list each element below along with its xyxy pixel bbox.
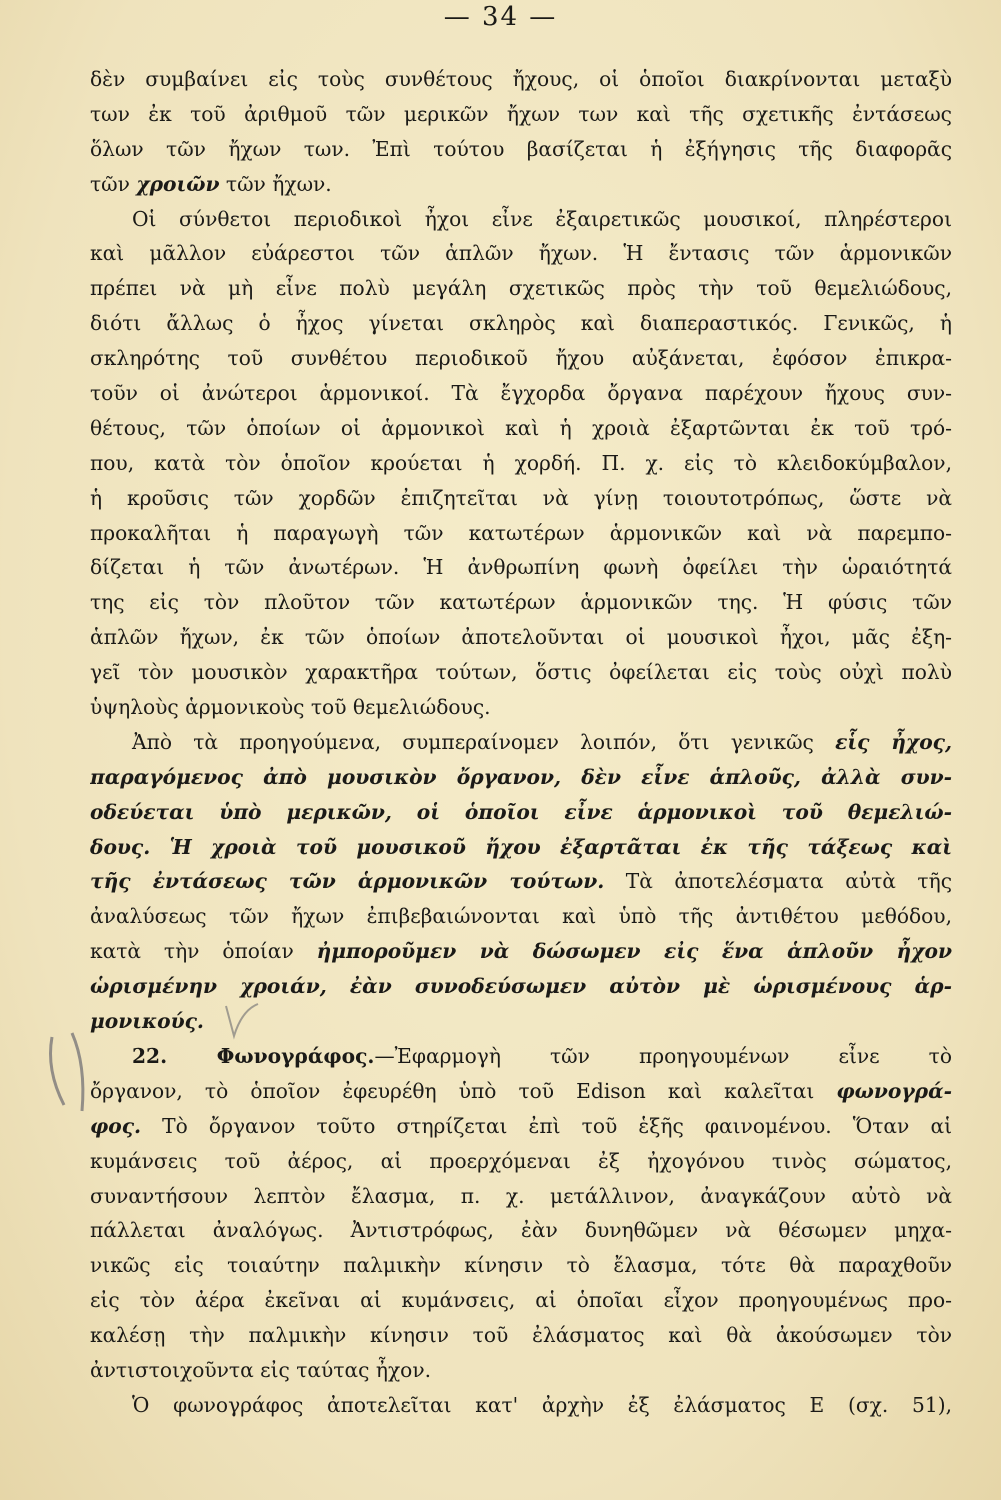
emphasized-text: φος. [90, 1113, 142, 1138]
text-line [90, 132, 952, 167]
text-segment: —Ἐφαρμογὴ τῶν προηγουμένων εἶνε τὸ [374, 1043, 952, 1068]
text-segment: ἀναλύσεως τῶν ἤχων ἐπιβεβαιώνονται καὶ ὑπὸ τῆς ἀντιθέτου μεθόδου, [90, 904, 952, 929]
text-line [90, 376, 952, 411]
text-line [90, 899, 952, 934]
text-segment: Οἱ σύνθετοι περιοδικοὶ ἦχοι εἶνε ἐξαιρετικῶς μουσικοί, πληρέστεροι [132, 206, 952, 231]
page-number: — 34 — [443, 2, 558, 32]
text-segment: διότι ἄλλως ὁ ἦχος γίνεται σκληρὸς καὶ διαπεραστικός. Γενικῶς, ἡ [90, 311, 952, 336]
text-line [90, 481, 952, 516]
text-line [90, 1353, 952, 1388]
text-line [90, 585, 952, 620]
text-line [90, 830, 952, 865]
text-line [90, 446, 952, 481]
pencil-margin-mark-icon [42, 1025, 112, 1115]
text-segment: τῶν ἤχων. [219, 171, 332, 196]
emphasized-text: τῆς ἐντάσεως τῶν ἁρμονικῶν τούτων. [90, 869, 605, 894]
text-line [90, 1074, 952, 1109]
text-line [90, 969, 952, 1004]
text-segment: πάλλεται ἀναλόγως. Ἀντιστρόφως, ἐὰν δυνηθῶμεν νὰ θέσωμεν μηχα- [90, 1218, 952, 1243]
text-line [90, 1213, 952, 1248]
emphasized-text: ἠμποροῦμεν νὰ δώσωμεν εἰς ἕνα ἁπλοῦν ἦχον [316, 939, 952, 964]
text-segment: πρέπει νὰ μὴ εἶνε πολὺ μεγάλη σχετικῶς πρὸς τὴν τοῦ θεμελιώδους, [90, 276, 952, 301]
pencil-tick-icon [222, 1000, 262, 1040]
text-line [90, 271, 952, 306]
text-line [90, 550, 952, 585]
text-segment: δὲν συμβαίνει εἰς τοὺς συνθέτους ἤχους, οἱ ὁποῖοι διακρίνονται μεταξὺ [90, 67, 952, 91]
text-line [90, 725, 952, 760]
text-line [90, 167, 952, 202]
text-line [90, 760, 952, 795]
emphasized-text: οδεύεται ὑπὸ μερικῶν, οἱ ὁποῖοι εἶνε ἁρμονικοὶ τοῦ θεμελιώ- [90, 799, 952, 824]
emphasized-text: δους. Ἡ χροιὰ τοῦ μουσικοῦ ἤχου ἐξαρτᾶται ἐκ τῆς τάξεως καὶ [90, 834, 952, 859]
emphasized-text: μονικούς. [90, 1009, 204, 1034]
section-heading: 22. Φωνογράφος. [132, 1043, 375, 1068]
text-segment: τοῦν οἱ ἀνώτεροι ἁρμονικοί. Τὰ ἔγχορδα ὄργανα παρέχουν ἤχους συν- [90, 381, 952, 406]
text-line [90, 202, 952, 237]
text-line [90, 1039, 952, 1074]
text-line [90, 1283, 952, 1318]
text-line [90, 934, 952, 969]
text-line [90, 1109, 952, 1144]
text-segment: γεῖ τὸν μουσικὸν χαρακτῆρα τούτων, ὅστις ὀφείλεται εἰς τοὺς οὐχὶ πολὺ [90, 660, 952, 685]
text-segment: εἰς τὸν ἀέρα ἐκεῖναι αἱ κυμάνσεις, αἱ ὁποῖαι εἶχον προηγουμένως προ- [90, 1288, 952, 1313]
text-segment: συναντήσουν λεπτὸν ἔλασμα, π. χ. μετάλλινον, ἀναγκάζουν αὐτὸ νὰ [90, 1183, 952, 1208]
text-line [90, 62, 952, 97]
text-line [90, 411, 952, 446]
text-segment: σκληρότης τοῦ συνθέτου περιοδικοῦ ἤχου αὐξάνεται, ἐφόσον ἐπικρα- [90, 346, 952, 371]
emphasized-text: χροιῶν [136, 171, 220, 196]
text-segment: θέτους, τῶν ὁποίων οἱ ἁρμονικοὶ καὶ ἡ χροιὰ ἐξαρτῶνται ἐκ τοῦ τρό- [90, 415, 952, 440]
text-segment: Ἀπὸ τὰ προηγούμενα, συμπεραίνομεν λοιπόν, ὅτι γενικῶς [132, 729, 836, 754]
text-segment: Τὸ ὄργανον τοῦτο στηρίζεται ἐπὶ τοῦ ἑξῆς φαινομένου. Ὅταν αἱ [141, 1113, 952, 1138]
text-line [90, 864, 952, 899]
text-segment: νικῶς εἰς τοιαύτην παλμικὴν κίνησιν τὸ ἔλασμα, τότε θὰ παραχθοῦν [90, 1253, 952, 1278]
emphasized-text: παραγόμενος ἀπὸ μουσικὸν ὄργανον, δὲν εἶνε ἁπλοῦς, ἀλλὰ συν- [90, 764, 952, 789]
text-line [90, 620, 952, 655]
text-line [90, 795, 952, 830]
text-line [90, 1388, 952, 1423]
emphasized-text: φωνογρά- [836, 1078, 952, 1103]
text-line [90, 236, 952, 271]
emphasized-text: εἷς ἦχος, [835, 729, 952, 754]
text-line [90, 97, 952, 132]
text-segment: της εἰς τὸν πλοῦτον τῶν κατωτέρων ἁρμονικῶν της. Ἡ φύσις τῶν [90, 590, 952, 615]
text-segment: τῶν [90, 171, 137, 196]
text-segment: ὑψηλοὺς ἁρμονικοὺς τοῦ θεμελιώδους. [90, 695, 491, 720]
text-segment: κατὰ τὴν ὁποίαν [90, 939, 317, 964]
text-segment: ὅλων τῶν ἤχων των. Ἐπὶ τούτου βασίζεται ἡ ἐξήγησις τῆς διαφορᾶς [90, 136, 952, 161]
text-segment: καλέσῃ τὴν παλμικὴν κίνησιν τοῦ ἐλάσματος καὶ θὰ ἀκούσωμεν τὸν [90, 1323, 952, 1348]
text-segment: καὶ μᾶλλον εὐάρεστοι τῶν ἁπλῶν ἤχων. Ἡ ἔντασις τῶν ἁρμονικῶν [90, 241, 952, 266]
text-line [90, 516, 952, 551]
text-line [90, 341, 952, 376]
text-line [90, 1179, 952, 1214]
text-line [90, 655, 952, 690]
text-segment: δίζεται ἡ τῶν ἀνωτέρων. Ἡ ἀνθρωπίνη φωνὴ ὀφείλει τὴν ὡραιότητά [90, 555, 952, 580]
body-text [90, 62, 952, 1423]
text-line [90, 306, 952, 341]
text-segment: Τὰ ἀποτελέσματα αὐτὰ τῆς [604, 869, 952, 894]
text-line [90, 1004, 952, 1039]
text-segment: ἁπλῶν ἤχων, ἐκ τῶν ὁποίων ἀποτελοῦνται οἱ μουσικοὶ ἦχοι, μᾶς ἐξη- [90, 625, 952, 650]
text-line [90, 690, 952, 725]
text-segment: Ὁ φωνογράφος ἀποτελεῖται κατ' ἀρχὴν ἐξ ἐλάσματος Ε (σχ. 51), [132, 1392, 952, 1417]
text-line [90, 1248, 952, 1283]
text-segment: που, κατὰ τὸν ὁποῖον κρούεται ἡ χορδή. Π. χ. εἰς τὸ κλειδοκύμβαλον, [90, 450, 952, 475]
text-line [90, 1144, 952, 1179]
text-segment: κυμάνσεις τοῦ ἀέρος, αἱ προερχόμεναι ἐξ ἠχογόνου τινὸς σώματος, [90, 1148, 952, 1173]
emphasized-text: ὡρισμένην χροιάν, ἐὰν συνοδεύσωμεν αὐτὸν μὲ ὡρισμένους ἁρ- [90, 974, 952, 999]
text-line [90, 1318, 952, 1353]
text-segment: ἀντιστοιχοῦντα εἰς ταύτας ἦχον. [90, 1357, 432, 1382]
text-segment: ἡ κροῦσις τῶν χορδῶν ἐπιζητεῖται νὰ γίνῃ τοιουτοτρόπως, ὥστε νὰ [90, 485, 952, 510]
text-segment: ὄργανον, τὸ ὁποῖον ἐφευρέθη ὑπὸ τοῦ Edison καὶ καλεῖται [90, 1078, 837, 1103]
text-segment: των ἐκ τοῦ ἀριθμοῦ τῶν μερικῶν ἤχων των καὶ τῆς σχετικῆς ἐντάσεως [90, 101, 952, 126]
text-segment: προκαλῆται ἡ παραγωγὴ τῶν κατωτέρων ἁρμονικῶν καὶ νὰ παρεμπο- [90, 520, 952, 545]
